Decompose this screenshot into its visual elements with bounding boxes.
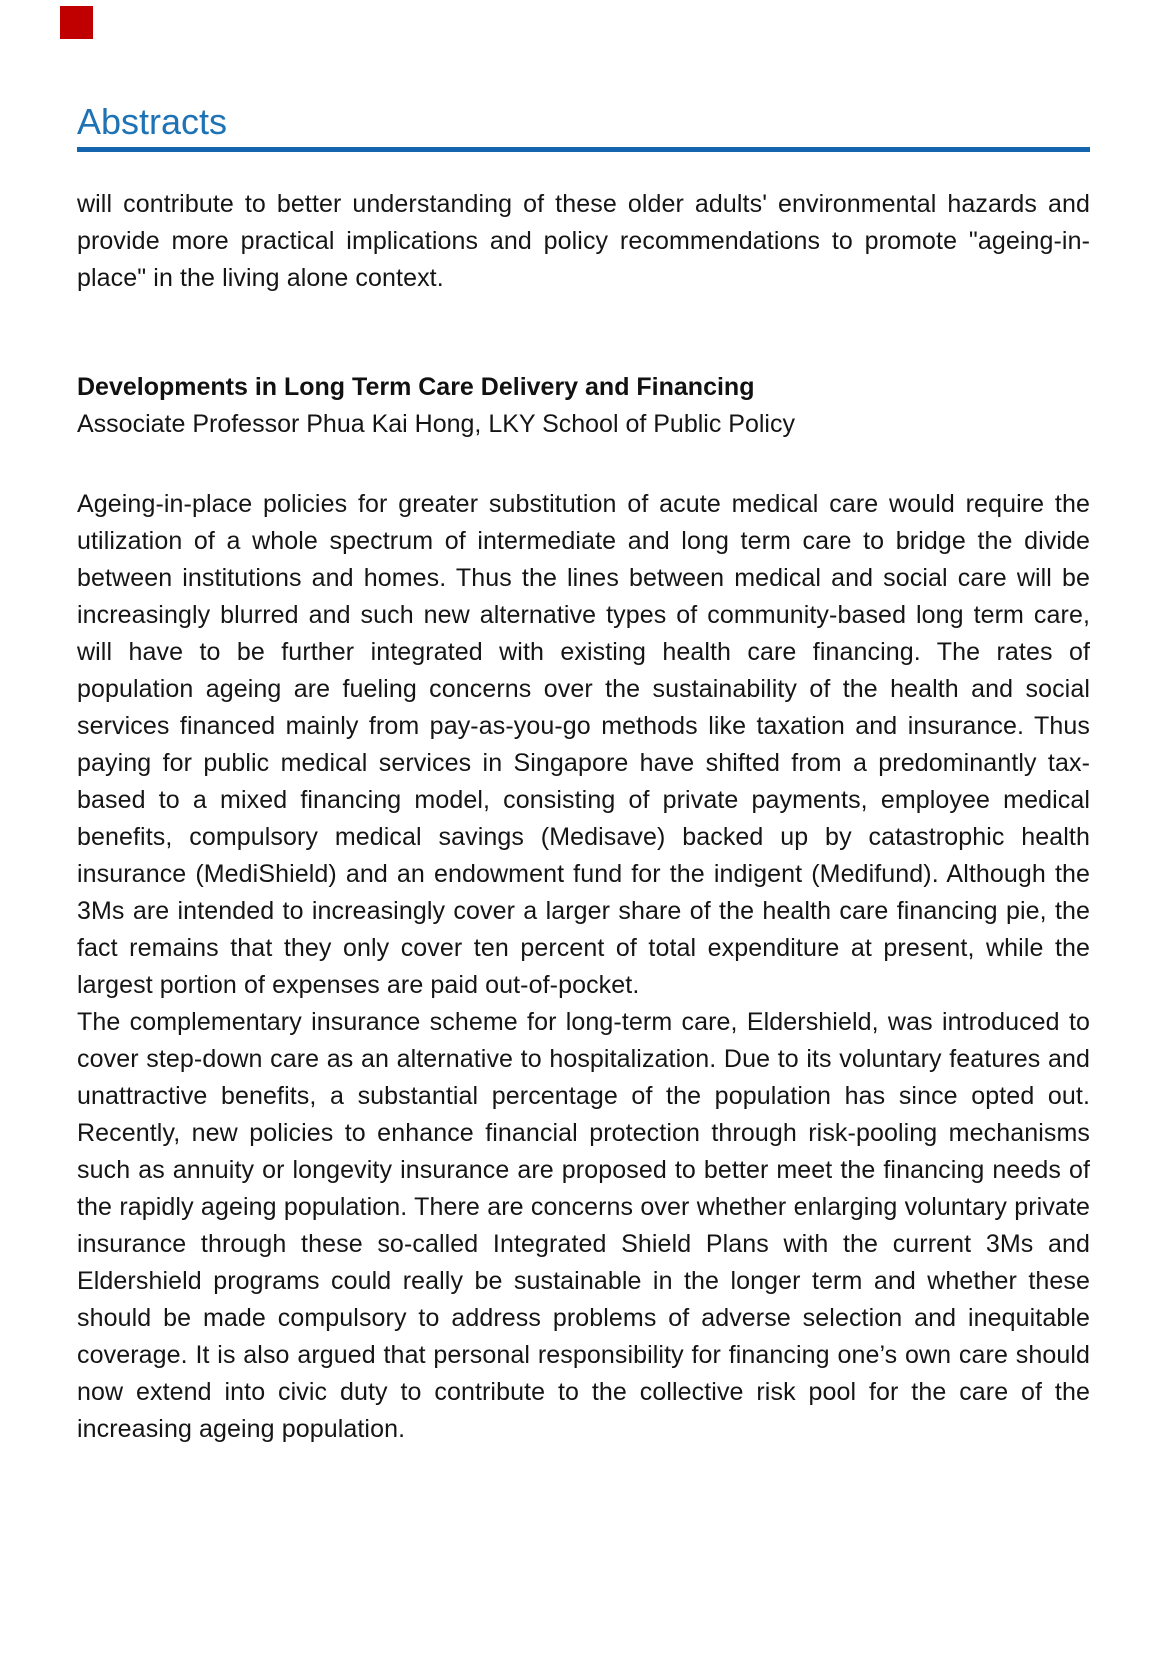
abstract-header (77, 369, 1090, 443)
page-title: Abstracts (77, 104, 1090, 152)
abstract-author: Associate Professor Phua Kai Hong, LKY School of Public Policy (77, 410, 795, 438)
abstract-paragraph-2: The complementary insurance scheme for long-term care, Eldershield, was introduced to cover step-down care as an alternative to hospitalization. Due to its voluntary features and unattractive benefits, a substantial percentage of the population has since opted out. Recently, new policies to enhance financial protection through risk-pooling mechanisms such as annuity or longevity insurance are proposed to better meet the financing needs of the rapidly ageing population. There are concerns over whether enlarging voluntary private insurance through these so-called Integrated Shield Plans with the current 3Ms and Eldershield programs could really be sustainable in the longer term and whether these should be made compulsory to address problems of adverse selection and inequitable coverage. It is also argued that personal responsibility for financing one’s own care should now extend into civic duty to contribute to the collective risk pool for the care of the increasing ageing population. (77, 1008, 1090, 1443)
abstract-paragraph-1: Ageing-in-place policies for greater substitution of acute medical care would require the utilization of a whole spectrum of intermediate and long term care to bridge the divide between institutions and homes. Thus the lines between medical and social care will be increasingly blurred and such new alternative types of community-based long term care, will have to be further integrated with existing health care financing. The rates of population ageing are fueling concerns over the sustainability of the health and social services financed mainly from pay-as-you-go methods like taxation and insurance. Thus paying for public medical services in Singapore have shifted from a predominantly tax-based to a mixed financing model, consisting of private payments, employee medical benefits, compulsory medical savings (Medisave) backed up by catastrophic health insurance (MediShield) and an endowment fund for the indigent (Medifund). Although the 3Ms are intended to increasingly cover a larger share of the health care financing pie, the fact remains that they only cover ten percent of total expenditure at present, while the largest portion of expenses are paid out-of-pocket. (77, 490, 1090, 999)
red-square-marker (60, 6, 93, 39)
intro-paragraph: will contribute to better understanding of these older adults' environmental hazards and provide more practical implications and policy recommendations to promote "ageing-in-place" in the living alone context. (77, 190, 1090, 292)
abstract-title: Developments in Long Term Care Delivery and Financing (77, 373, 755, 401)
